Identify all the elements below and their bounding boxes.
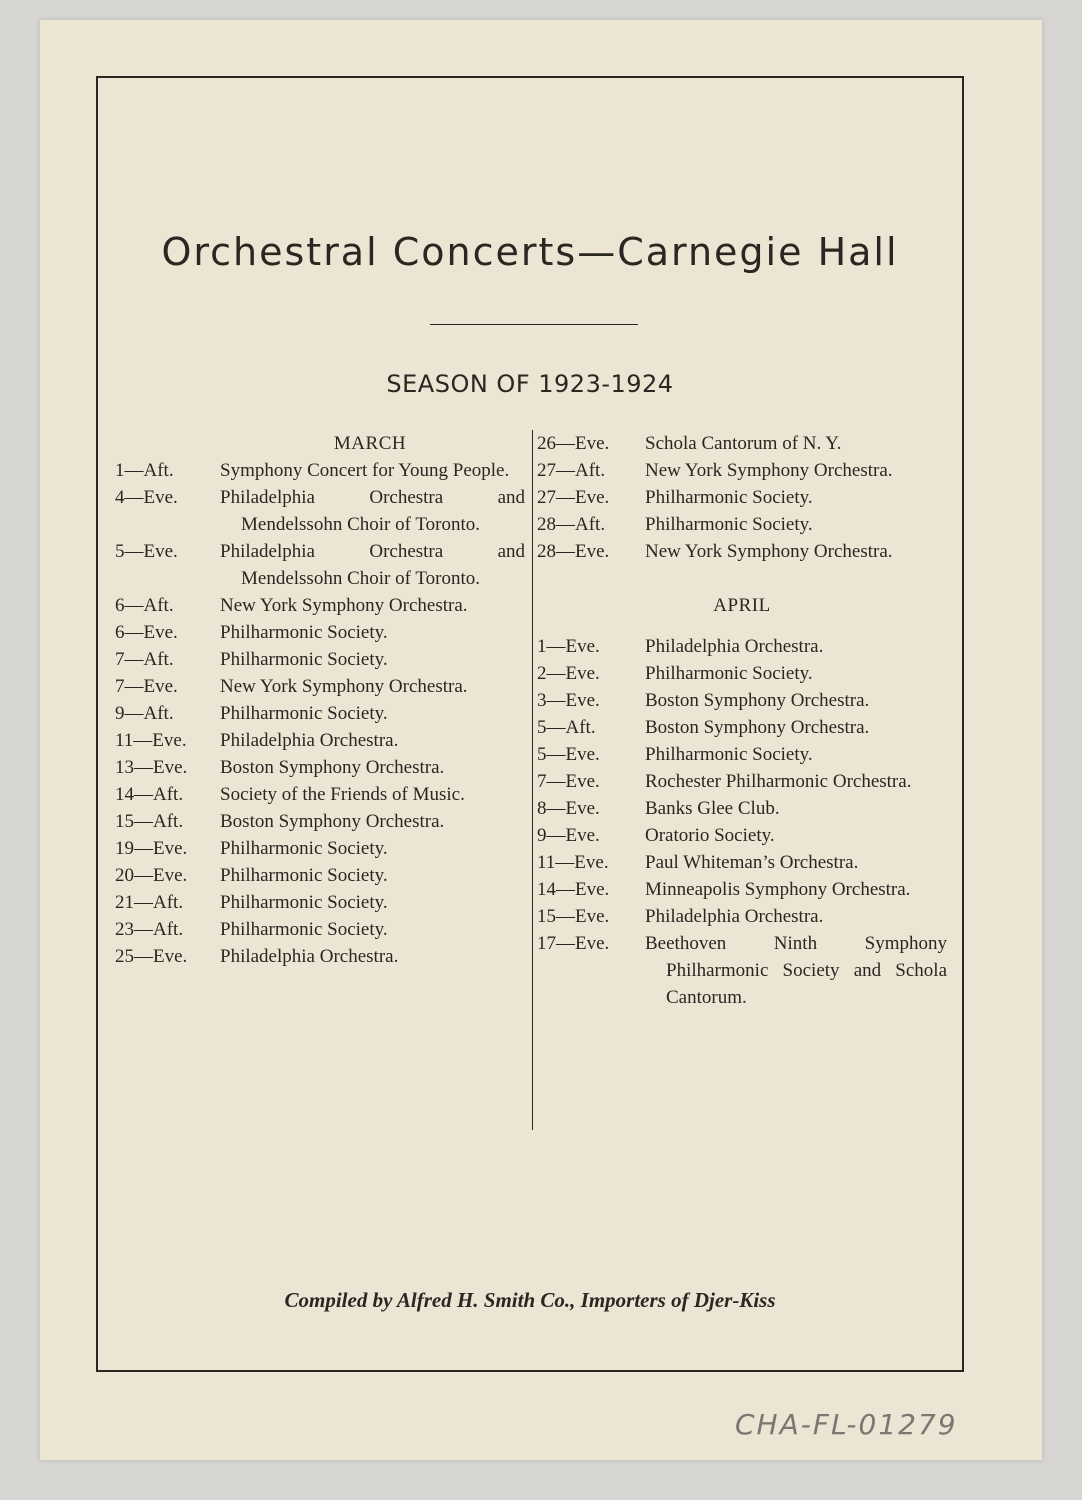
schedule-entry — [537, 741, 947, 768]
schedule-entry — [537, 849, 947, 876]
page-title: Orchestral Concerts—Carnegie Hall — [161, 230, 899, 274]
entry-performer: Philadelphia Orchestra and Mendelssohn Choir of Toronto. — [220, 487, 525, 535]
schedule-entry — [115, 538, 525, 592]
schedule-entry — [537, 660, 947, 687]
entry-performer: Philharmonic Society. — [220, 919, 388, 940]
entry-date: 2—Eve. — [537, 663, 600, 684]
entry-performer: Philharmonic Society. — [645, 487, 813, 508]
schedule-entry — [537, 795, 947, 822]
entry-date: 7—Eve. — [115, 676, 178, 697]
entry-performer: Philharmonic Society. — [645, 514, 813, 535]
schedule-entry — [115, 862, 525, 889]
entry-performer: Philharmonic Society. — [645, 663, 813, 684]
schedule-entry — [537, 538, 947, 565]
season-heading: SEASON OF 1923-1924 — [386, 370, 674, 398]
entry-performer: Philadelphia Orchestra. — [220, 946, 399, 967]
schedule-entry — [115, 889, 525, 916]
entry-performer: Philadelphia Orchestra and Mendelssohn Choir of Toronto. — [220, 541, 525, 589]
entry-date: 14—Eve. — [537, 879, 610, 900]
entry-date: 1—Eve. — [537, 636, 600, 657]
schedule-entry — [537, 930, 947, 1011]
entry-date: 9—Aft. — [115, 703, 174, 724]
entry-date: 17—Eve. — [537, 933, 610, 954]
schedule-entry — [115, 943, 525, 970]
entry-date: 15—Aft. — [115, 811, 184, 832]
schedule-entry — [115, 457, 525, 484]
entry-date: 5—Aft. — [537, 717, 596, 738]
entry-performer: Symphony Concert for Young People. — [220, 460, 510, 481]
schedule-entry — [115, 835, 525, 862]
entry-date: 27—Eve. — [537, 487, 610, 508]
schedule-entry — [537, 633, 947, 660]
schedule-entry — [537, 457, 947, 484]
month-heading-april: APRIL — [713, 595, 771, 616]
entry-performer: Schola Cantorum of N. Y. — [645, 433, 842, 454]
entry-performer: New York Symphony Orchestra. — [220, 595, 468, 616]
entry-performer: Philharmonic Society. — [645, 744, 813, 765]
catalog-number: CHA-FL-01279 — [735, 1408, 958, 1441]
entry-performer: Philharmonic Society. — [220, 622, 388, 643]
schedule-entry — [537, 768, 947, 795]
entry-date: 27—Aft. — [537, 460, 606, 481]
schedule-right-column — [537, 430, 947, 1011]
entry-performer: Beethoven Ninth Symphony Philharmonic Society and Schola Cantorum. — [645, 933, 947, 1008]
entry-performer: Rochester Philharmonic Orchestra. — [645, 771, 912, 792]
entry-performer: Philadelphia Orchestra. — [645, 636, 824, 657]
entry-date: 11—Eve. — [537, 852, 609, 873]
entry-performer: Boston Symphony Orchestra. — [220, 757, 445, 778]
entry-date: 4—Eve. — [115, 487, 178, 508]
entry-date: 23—Aft. — [115, 919, 184, 940]
entry-performer: Boston Symphony Orchestra. — [220, 811, 445, 832]
entry-date: 5—Eve. — [537, 744, 600, 765]
entry-performer: Philharmonic Society. — [220, 649, 388, 670]
entry-date: 13—Eve. — [115, 757, 188, 778]
schedule-entry — [537, 484, 947, 511]
entry-performer: Society of the Friends of Music. — [220, 784, 465, 805]
schedule-entry — [115, 700, 525, 727]
entry-date: 21—Aft. — [115, 892, 184, 913]
column-divider — [532, 430, 533, 1130]
entry-performer: New York Symphony Orchestra. — [645, 541, 893, 562]
entry-date: 20—Eve. — [115, 865, 188, 886]
entry-date: 7—Eve. — [537, 771, 600, 792]
compiler-credit: Compiled by Alfred H. Smith Co., Importers of Djer-Kiss — [284, 1288, 776, 1312]
entry-date: 11—Eve. — [115, 730, 187, 751]
entry-date: 28—Aft. — [537, 514, 606, 535]
entry-performer: Paul Whiteman’s Orchestra. — [645, 852, 859, 873]
schedule-left-column — [115, 430, 525, 970]
schedule-entry — [115, 727, 525, 754]
entry-date: 8—Eve. — [537, 798, 600, 819]
entry-date: 28—Eve. — [537, 541, 610, 562]
entry-date: 9—Eve. — [537, 825, 600, 846]
entry-date: 19—Eve. — [115, 838, 188, 859]
entry-date: 5—Eve. — [115, 541, 178, 562]
entry-date: 6—Eve. — [115, 622, 178, 643]
schedule-entry — [115, 916, 525, 943]
schedule-entry — [537, 876, 947, 903]
schedule-entry — [537, 511, 947, 538]
entry-performer: Boston Symphony Orchestra. — [645, 690, 870, 711]
entry-date: 6—Aft. — [115, 595, 174, 616]
entry-date: 1—Aft. — [115, 460, 174, 481]
entry-performer: Philadelphia Orchestra. — [645, 906, 824, 927]
schedule-entry — [115, 592, 525, 619]
schedule-entry — [115, 646, 525, 673]
title-rule — [430, 324, 638, 325]
schedule-entry — [115, 808, 525, 835]
schedule-entry — [115, 754, 525, 781]
entry-date: 15—Eve. — [537, 906, 610, 927]
schedule-entry — [115, 781, 525, 808]
entry-performer: Oratorio Society. — [645, 825, 775, 846]
schedule-entry — [537, 687, 947, 714]
entry-performer: Philharmonic Society. — [220, 892, 388, 913]
schedule-entry — [115, 619, 525, 646]
entry-date: 26—Eve. — [537, 433, 610, 454]
schedule-entry — [537, 714, 947, 741]
schedule-entry — [115, 484, 525, 538]
entry-performer: Minneapolis Symphony Orchestra. — [645, 879, 911, 900]
entry-date: 7—Aft. — [115, 649, 174, 670]
schedule-entry — [537, 430, 947, 457]
schedule-entry — [537, 822, 947, 849]
entry-performer: New York Symphony Orchestra. — [220, 676, 468, 697]
entry-performer: Banks Glee Club. — [645, 798, 780, 819]
schedule-entry — [537, 903, 947, 930]
entry-performer: Philharmonic Society. — [220, 865, 388, 886]
entry-performer: Boston Symphony Orchestra. — [645, 717, 870, 738]
month-heading-march: MARCH — [333, 433, 407, 454]
entry-performer: Philharmonic Society. — [220, 838, 388, 859]
entry-performer: Philharmonic Society. — [220, 703, 388, 724]
entry-date: 3—Eve. — [537, 690, 600, 711]
schedule-entry — [115, 673, 525, 700]
entry-performer: New York Symphony Orchestra. — [645, 460, 893, 481]
entry-date: 25—Eve. — [115, 946, 188, 967]
entry-date: 14—Aft. — [115, 784, 184, 805]
entry-performer: Philadelphia Orchestra. — [220, 730, 399, 751]
